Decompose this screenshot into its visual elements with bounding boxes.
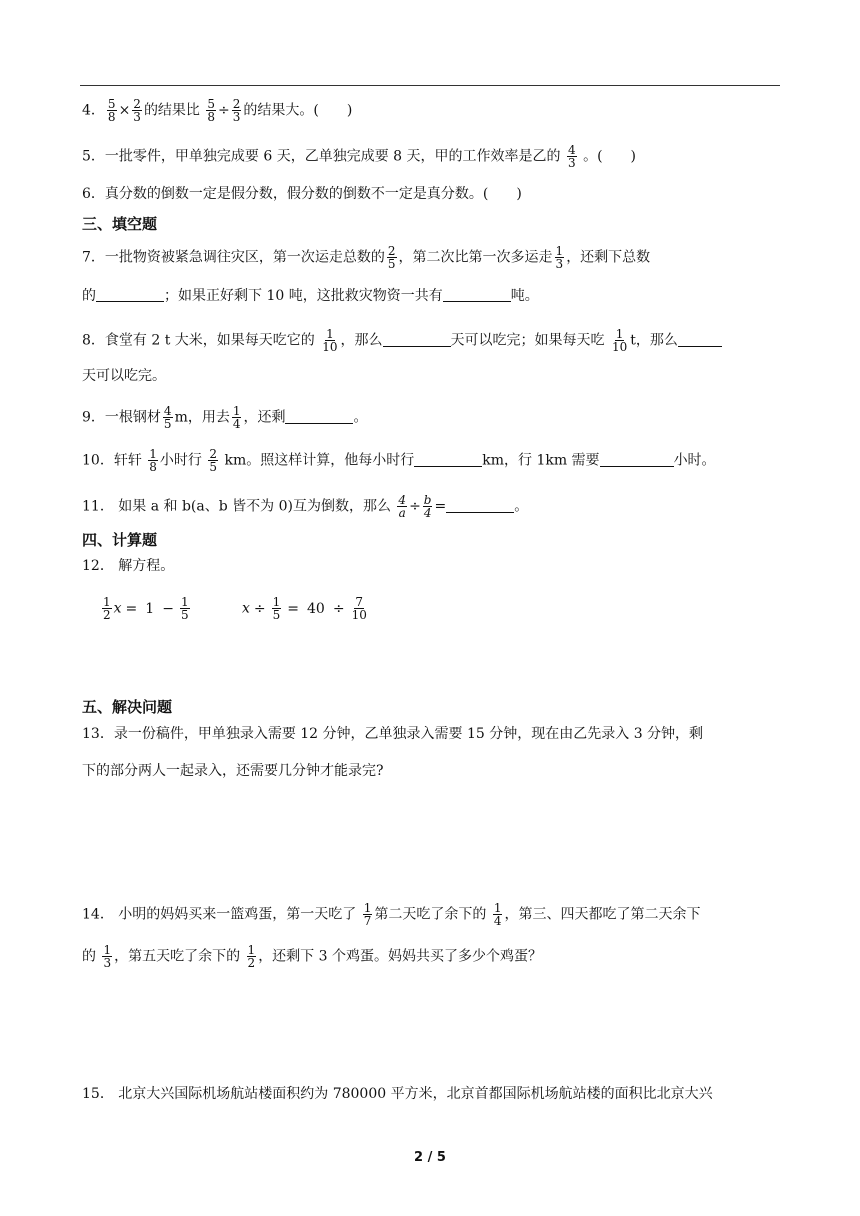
operator: ÷ (253, 600, 266, 617)
question-12: 12． 解方程。 (82, 558, 175, 574)
question-8-line-2: 天可以吃完。 (82, 368, 166, 384)
question-text: km。照这样计算，他每小时行 (220, 452, 415, 469)
fraction: $\frac{1}{4}$ (493, 901, 502, 928)
question-15: 15． 北京大兴国际机场航站楼面积约为 780000 平方米，北京首都国际机场航站楼的面积比北京大兴 (82, 1086, 713, 1102)
question-14-line-2 (82, 944, 542, 969)
question-text: 的结果大。( ) (243, 102, 353, 119)
fraction: $\frac{2}{3}$ (133, 97, 141, 124)
variable: x (113, 600, 122, 617)
question-text: km，行 1km 需要 (482, 452, 600, 469)
fraction: $\frac{1}{7}$ (363, 901, 372, 928)
answer-blank[interactable] (285, 409, 353, 424)
variable: x (242, 600, 250, 617)
question-text: 10．轩轩 (82, 452, 142, 469)
fraction: $\frac{7}{10}$ (351, 595, 367, 622)
fraction: $\frac{1}{8}$ (149, 447, 157, 474)
equation-2 (242, 596, 370, 621)
question-6: 6．真分数的倒数一定是假分数，假分数的倒数不一定是真分数。( ) (82, 186, 522, 202)
question-text: 。( ) (583, 148, 637, 165)
question-text: 11． 如果 a 和 b(a、b 皆不为 0)互为倒数，那么 (82, 498, 391, 515)
question-text: 小时。 (673, 452, 716, 469)
question-text: 吨。 (510, 288, 539, 304)
answer-blank[interactable] (96, 287, 164, 302)
fraction: $\frac{4}{a}$ (398, 493, 407, 520)
question-9 (82, 405, 367, 430)
question-text: ，第五天吃了余下的 (114, 948, 241, 965)
question-text: ，还剩 (243, 409, 286, 426)
operator: − (162, 600, 174, 617)
fraction: $\frac{1}{5}$ (272, 595, 281, 622)
answer-blank[interactable] (414, 452, 482, 467)
question-4 (82, 98, 352, 123)
question-text: 的结果比 (143, 102, 200, 119)
question-text: 。 (353, 409, 368, 426)
answer-blank[interactable] (446, 498, 514, 513)
question-text: 5．一批零件，甲单独完成要 6 天，乙单独完成要 8 天，甲的工作效率是乙的 (82, 148, 561, 165)
question-text: 的 (82, 288, 96, 304)
fraction: $\frac{1}{2}$ (247, 943, 256, 970)
question-14-line-1 (82, 902, 700, 927)
question-7-line-1 (82, 245, 650, 270)
question-text: ，还剩下总数 (566, 249, 651, 266)
operator: = (125, 600, 138, 617)
equation-1 (100, 596, 192, 621)
question-text: 天可以吃完；如果每天吃 (450, 332, 605, 349)
fraction: $\frac{4}{3}$ (567, 143, 576, 170)
fraction: $\frac{5}{8}$ (207, 97, 216, 124)
question-11 (82, 494, 528, 519)
fraction: $\frac{5}{8}$ (107, 97, 116, 124)
question-text: t，那么 (630, 332, 678, 349)
section-heading-5: 五、解决问题 (82, 698, 173, 716)
fraction: $\frac{1}{5}$ (180, 595, 189, 622)
question-10 (82, 448, 716, 473)
fraction: $\frac{1}{10}$ (322, 327, 338, 354)
answer-blank[interactable] (678, 332, 722, 347)
question-13-line-1: 13．录一份稿件，甲单独录入需要 12 分钟，乙单独录入需要 15 分钟，现在由乙先录入 3 分钟，剩 (82, 726, 704, 742)
question-text: ；如果正好剩下 10 吨，这批救灾物资一共有 (164, 288, 443, 304)
question-text: 小时行 (159, 452, 202, 469)
fraction: $\frac{1}{10}$ (611, 327, 628, 354)
fraction: $\frac{2}{5}$ (209, 447, 218, 474)
number: 40 (307, 600, 325, 617)
fraction: $\frac{1}{2}$ (103, 595, 111, 622)
fraction: $\frac{b}{4}$ (423, 493, 432, 520)
operator: × (118, 102, 131, 119)
question-text: ，还剩下 3 个鸡蛋。妈妈共买了多少个鸡蛋？ (258, 948, 542, 965)
question-text: 7．一批物资被紧急调往灾区，第一次运走总数的 (82, 249, 385, 266)
section-heading-4: 四、计算题 (82, 531, 158, 549)
operator: ÷ (409, 498, 421, 515)
fraction: $\frac{2}{3}$ (232, 97, 241, 124)
fraction: $\frac{1}{3}$ (555, 244, 564, 271)
question-text: 第二天吃了余下的 (374, 906, 487, 923)
question-text: m，用去 (174, 409, 230, 426)
operator: = (287, 600, 300, 617)
question-text: 。 (514, 498, 529, 515)
question-text: ，那么 (340, 332, 383, 349)
answer-blank[interactable] (600, 452, 674, 467)
question-8-line-1 (82, 328, 722, 353)
header-rule (80, 85, 780, 86)
question-7-line-2 (82, 286, 539, 306)
fraction: $\frac{2}{5}$ (387, 244, 396, 271)
question-text: 的 (82, 948, 96, 965)
page-number: 2 / 5 (414, 1150, 446, 1165)
answer-blank[interactable] (443, 287, 511, 302)
fraction: $\frac{4}{5}$ (163, 404, 172, 431)
question-text: ，第三、四天都吃了第二天余下 (504, 906, 701, 923)
question-5 (82, 144, 636, 169)
number: 1 (145, 600, 155, 617)
question-13-line-2: 下的部分两人一起录入，还需要几分钟才能录完? (82, 763, 384, 779)
fraction: $\frac{1}{4}$ (232, 404, 241, 431)
fraction: $\frac{1}{3}$ (103, 943, 112, 970)
question-text: 14． 小明的妈妈买来一篮鸡蛋，第一天吃了 (82, 906, 357, 923)
operator: ÷ (332, 600, 345, 617)
answer-blank[interactable] (383, 332, 451, 347)
question-text: 8．食堂有 2 t 大米，如果每天吃它的 (82, 332, 315, 349)
operator: ÷ (218, 102, 230, 119)
question-number: 4． (82, 102, 105, 119)
question-text: ，第二次比第一次多运走 (398, 249, 553, 266)
question-text: 9．一根钢材 (82, 409, 161, 426)
operator: = (434, 498, 447, 515)
section-heading-3: 三、填空题 (82, 215, 158, 233)
